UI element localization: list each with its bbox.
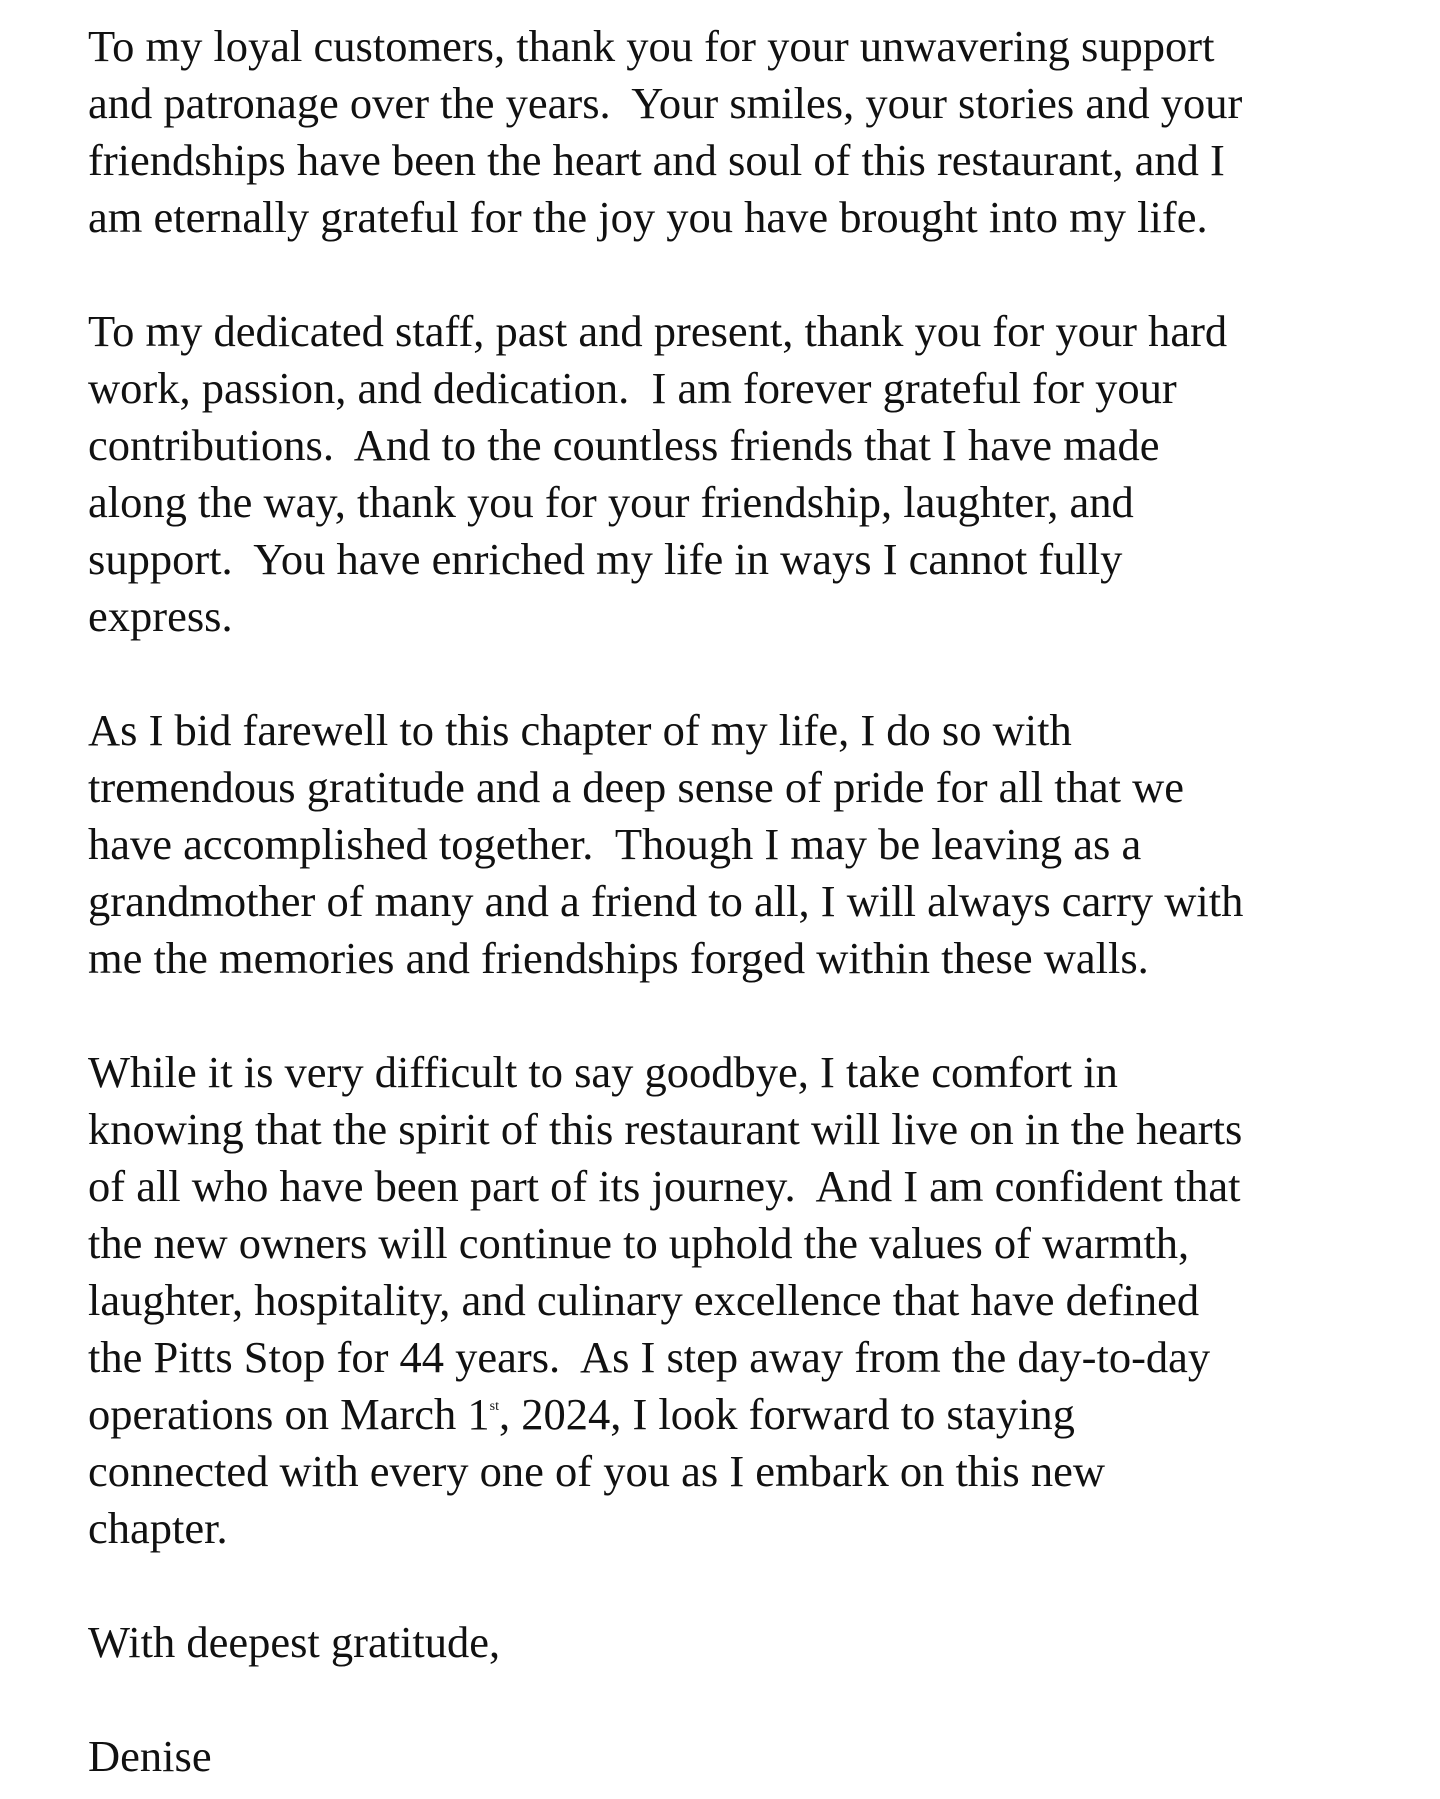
text-line: As I bid farewell to this chapter of my life, I do so with [88,705,1072,755]
text-line: me the memories and friendships forged within these walls. [88,933,1149,983]
paragraph-spacer [88,987,1378,1044]
text-line: along the way, thank you for your friendship, laughter, and [88,477,1134,527]
paragraph-spacer [88,645,1378,702]
text-line: the Pitts Stop for 44 years. As I step away from the day-to-day [88,1332,1211,1382]
farewell-letter [88,18,1378,1785]
text-line: contributions. And to the countless friends that I have made [88,420,1160,470]
text-line: tremendous gratitude and a deep sense of pride for all that we [88,762,1185,812]
paragraph-farewell [88,702,1378,987]
text-line: grandmother of many and a friend to all, I will always carry with [88,876,1244,926]
text-line: While it is very difficult to say goodbye, I take comfort in [88,1047,1118,1097]
text-line: To my loyal customers, thank you for your unwavering support [88,21,1215,71]
paragraph-spacer [88,1671,1378,1728]
date-ordinal: st [489,1399,499,1414]
date-line [88,1386,1378,1443]
text-line: connected with every one of you as I embark on this new [88,1446,1106,1496]
paragraph-spacer [88,1557,1378,1614]
closing-line: With deepest gratitude, [88,1617,501,1667]
text-line: To my dedicated staff, past and present, thank you for your hard [88,306,1228,356]
paragraph-staff [88,303,1378,645]
text-line: work, passion, and dedication. I am forever grateful for your [88,363,1177,413]
text-line: chapter. [88,1503,228,1553]
text-line: knowing that the spirit of this restaurant will live on in the hearts [88,1104,1243,1154]
text-line: laughter, hospitality, and culinary excellence that have defined [88,1275,1200,1325]
text-line: am eternally grateful for the joy you have brought into my life. [88,192,1208,242]
date-line-prefix: operations on March 1 [88,1389,490,1439]
paragraph-goodbye [88,1044,1378,1557]
date-line-suffix: , 2024, I look forward to staying [498,1389,1075,1439]
signature: Denise [88,1731,212,1781]
paragraph-customers [88,18,1378,246]
text-line: express. [88,591,233,641]
text-line: of all who have been part of its journey. And I am confident that [88,1161,1241,1211]
text-line: friendships have been the heart and soul of this restaurant, and I [88,135,1225,185]
text-line: have accomplished together. Though I may be leaving as a [88,819,1142,869]
text-line: support. You have enriched my life in ways I cannot fully [88,534,1123,584]
text-line: the new owners will continue to uphold the values of warmth, [88,1218,1190,1268]
text-line: and patronage over the years. Your smiles, your stories and your [88,78,1243,128]
paragraph-spacer [88,246,1378,303]
